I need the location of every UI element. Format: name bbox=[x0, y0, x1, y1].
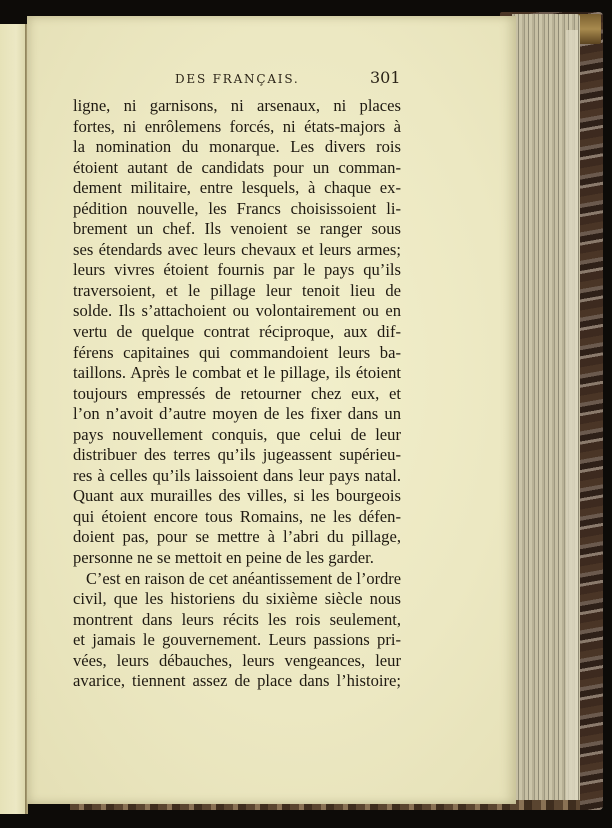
text-line: personne ne se mettoit en peine de les garder. bbox=[73, 548, 374, 568]
text-line: doient pas, pour se mettre à l’abri du pillage, bbox=[73, 527, 401, 547]
text-line: et jamais le gouvernement. Leurs passions pri- bbox=[73, 630, 401, 650]
text-line: civil, que les historiens du sixième siècle nous bbox=[73, 589, 401, 609]
text-line: leurs vivres étoient fournis par le pays qu’ils bbox=[73, 260, 401, 280]
text-line: res à celles qu’ils laissoient dans leur pays natal. bbox=[73, 465, 401, 485]
left-page-sliver bbox=[0, 24, 27, 814]
text-line: qui étoient encore tous Romains, ne les défen- bbox=[73, 506, 401, 526]
text-line: taillons. Après le combat et le pillage, ils étoient bbox=[73, 363, 401, 383]
text-line: pédition nouvelle, les Francs choisissoient li- bbox=[73, 198, 401, 218]
page-number: 301 bbox=[370, 68, 401, 87]
text-line: l’on n’avoit d’autre moyen de les fixer dans un bbox=[73, 404, 401, 424]
text-line: dement militaire, entre lesquels, à chaque ex- bbox=[73, 178, 401, 198]
text-line: traversoient, et le pillage leur tenoit lieu de bbox=[73, 280, 401, 300]
text-line: pays nouvellement conquis, que celui de leur bbox=[73, 424, 401, 444]
text-line: ligne, ni garnisons, ni arsenaux, ni places bbox=[73, 96, 401, 115]
page-block-highlight bbox=[566, 30, 578, 800]
text-line: distribuer des terres qu’ils jugeassent supérieu- bbox=[73, 445, 401, 465]
text-line: ses étendards avec leurs chevaux et leurs armes; bbox=[73, 239, 401, 259]
running-head: DES FRANÇAIS. bbox=[175, 72, 300, 86]
text-line: vertu de quelque contrat réciproque, aux dif- bbox=[73, 322, 401, 342]
text-line: toujours empressés de retourner chez eux, et bbox=[73, 383, 401, 403]
text-line: étoient autant de candidats pour un comman- bbox=[73, 157, 401, 177]
text-line: montrent dans leurs récits les rois seulement, bbox=[73, 609, 401, 629]
text-line: vées, leurs débauches, leurs vengeances, leur bbox=[73, 650, 401, 670]
text-line: avarice, tiennent assez de place dans l’histoire; bbox=[73, 671, 401, 691]
text-line: férens capitaines qui commandoient leurs ba- bbox=[73, 342, 401, 362]
body-text bbox=[73, 96, 401, 692]
text-line: fortes, ni enrôlemens forcés, ni états-majors à bbox=[73, 116, 401, 136]
text-line: brement un chef. Ils venoient se ranger sous bbox=[73, 219, 401, 239]
text-line: la nomination du monarque. Les divers rois bbox=[73, 137, 401, 157]
text-line: Quant aux murailles des villes, si les bourgeois bbox=[73, 486, 401, 506]
text-line: C’est en raison de cet anéantissement de l’ordre bbox=[86, 568, 401, 588]
text-line: solde. Ils s’attachoient ou volontairement ou en bbox=[73, 301, 401, 321]
